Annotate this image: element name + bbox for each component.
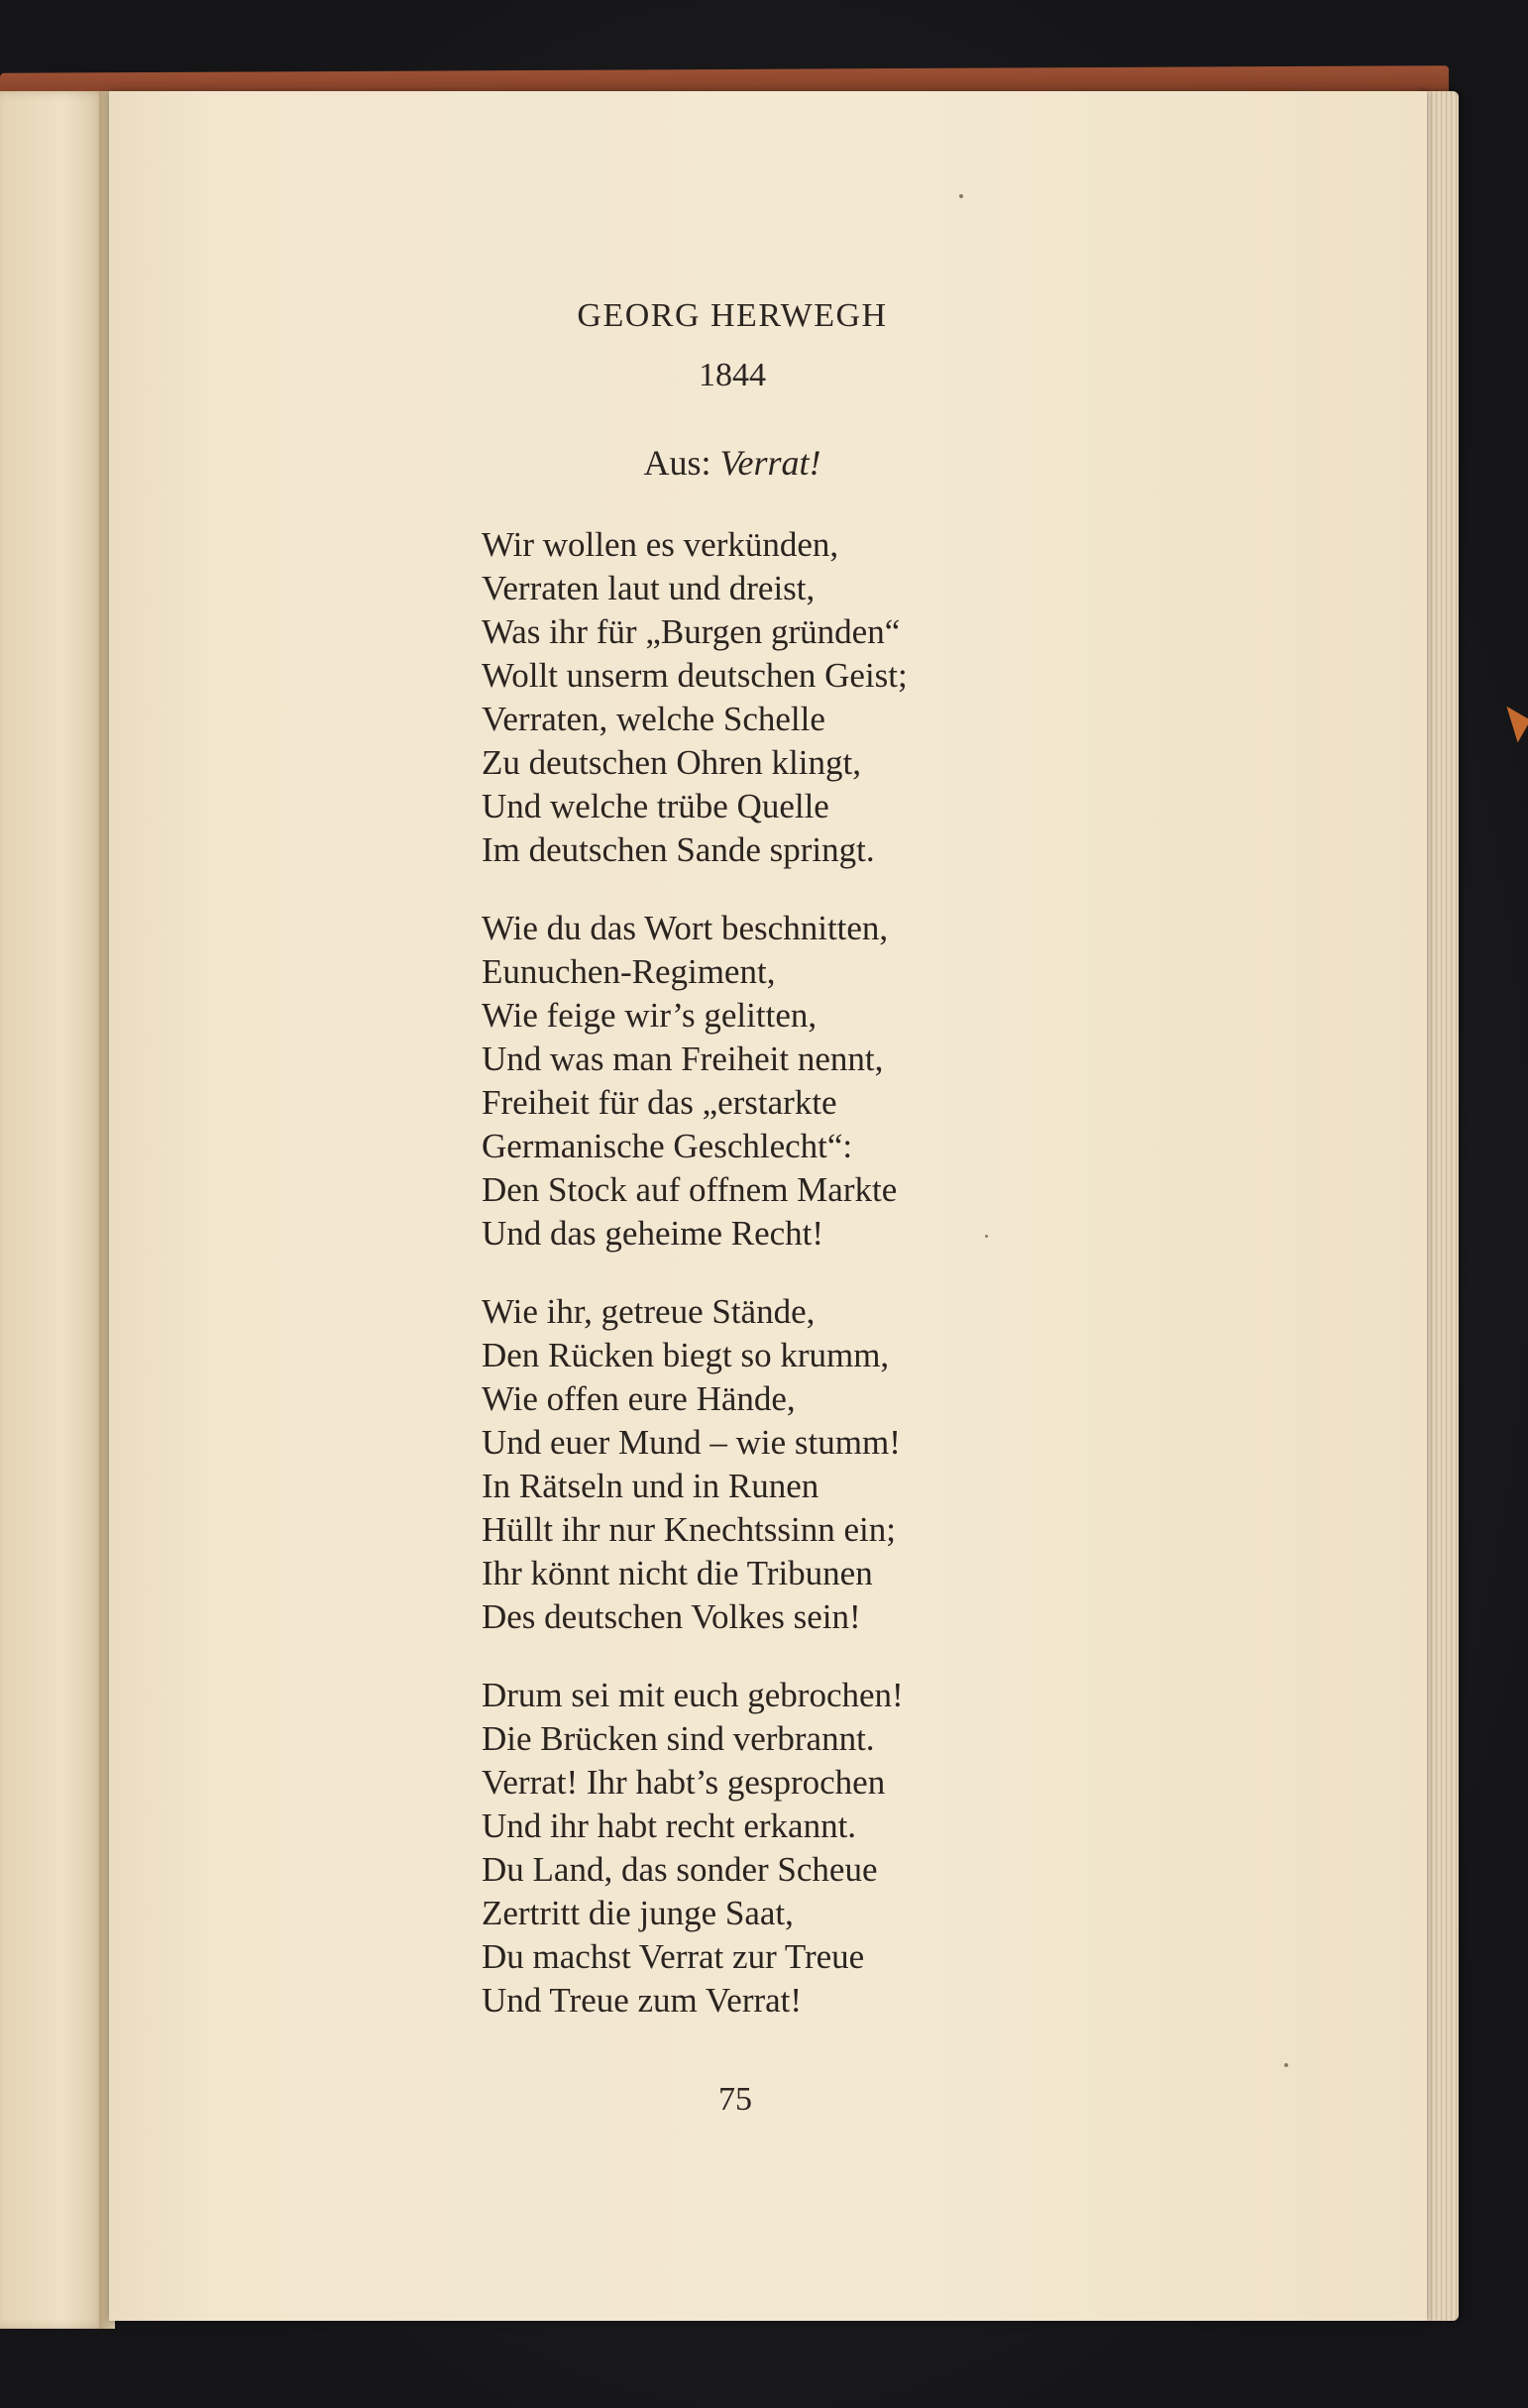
poem-line: Des deutschen Volkes sein! bbox=[482, 1597, 861, 1636]
poem-line: Wie du das Wort beschnitten, bbox=[482, 909, 889, 947]
poem-line: Und ihr habt recht erkannt. bbox=[482, 1806, 857, 1845]
poem-line: Und was man Freiheit nennt, bbox=[482, 1040, 884, 1078]
poem-line: Was ihr für „Burgen gründen“ bbox=[482, 612, 901, 651]
poem-title-text: Verrat! bbox=[719, 443, 821, 483]
poem-line: Zertritt die junge Saat, bbox=[482, 1894, 794, 1932]
poem-title bbox=[0, 442, 1465, 484]
poem-line: Germanische Geschlecht“: bbox=[482, 1127, 853, 1165]
page-number: 75 bbox=[718, 2081, 752, 2118]
poem-line: Die Brücken sind verbrannt. bbox=[482, 1719, 875, 1758]
poem-line: Wollt unserm deutschen Geist; bbox=[482, 656, 908, 695]
stanza bbox=[482, 1290, 1037, 1639]
poem-line: Hüllt ihr nur Knechtssinn ein; bbox=[482, 1510, 897, 1549]
stanza bbox=[482, 1674, 1037, 2023]
poem-line: Du Land, das sonder Scheue bbox=[482, 1850, 878, 1889]
poem-title-prefix: Aus: bbox=[643, 443, 720, 483]
stanza bbox=[482, 907, 1037, 1256]
poem-body bbox=[482, 523, 1037, 2057]
poem-line: Freiheit für das „erstarkte bbox=[482, 1083, 837, 1122]
poem-line: Eunuchen-Regiment, bbox=[482, 952, 776, 991]
poem-line: Wie offen eure Hände, bbox=[482, 1379, 796, 1418]
poem-line: In Rätseln und in Runen bbox=[482, 1467, 819, 1505]
poem-line: Und Treue zum Verrat! bbox=[482, 1981, 803, 2020]
poem-line: Verraten laut und dreist, bbox=[482, 569, 816, 607]
poem-line: Zu deutschen Ohren klingt, bbox=[482, 743, 861, 782]
year-heading: 1844 bbox=[699, 357, 766, 393]
poem-line: Verraten, welche Schelle bbox=[482, 700, 825, 738]
paper-speck bbox=[959, 194, 963, 198]
stanza bbox=[482, 523, 1037, 872]
author-heading: GEORG HERWEGH bbox=[577, 297, 888, 334]
poem-line: Den Rücken biegt so krumm, bbox=[482, 1336, 890, 1374]
poem-line: Du machst Verrat zur Treue bbox=[482, 1937, 865, 1976]
poem-line: Wie ihr, getreue Stände, bbox=[482, 1292, 816, 1331]
poem-line: Und euer Mund – wie stumm! bbox=[482, 1423, 901, 1462]
left-page-edge bbox=[0, 91, 107, 2329]
poem-line: Und das geheime Recht! bbox=[482, 1214, 824, 1253]
paper-speck bbox=[1284, 2063, 1288, 2067]
poem-line: Im deutschen Sande springt. bbox=[482, 830, 875, 869]
poem-line: Wir wollen es verkünden, bbox=[482, 525, 839, 564]
paper-speck bbox=[985, 1235, 988, 1238]
poem-line: Verrat! Ihr habt’s gesprochen bbox=[482, 1763, 886, 1802]
poem-line: Wie feige wir’s gelitten, bbox=[482, 996, 818, 1035]
poem-line: Den Stock auf offnem Markte bbox=[482, 1170, 898, 1209]
poem-line: Ihr könnt nicht die Tribunen bbox=[482, 1554, 873, 1592]
poem-line: Und welche trübe Quelle bbox=[482, 787, 829, 825]
poem-line: Drum sei mit euch gebrochen! bbox=[482, 1676, 904, 1714]
